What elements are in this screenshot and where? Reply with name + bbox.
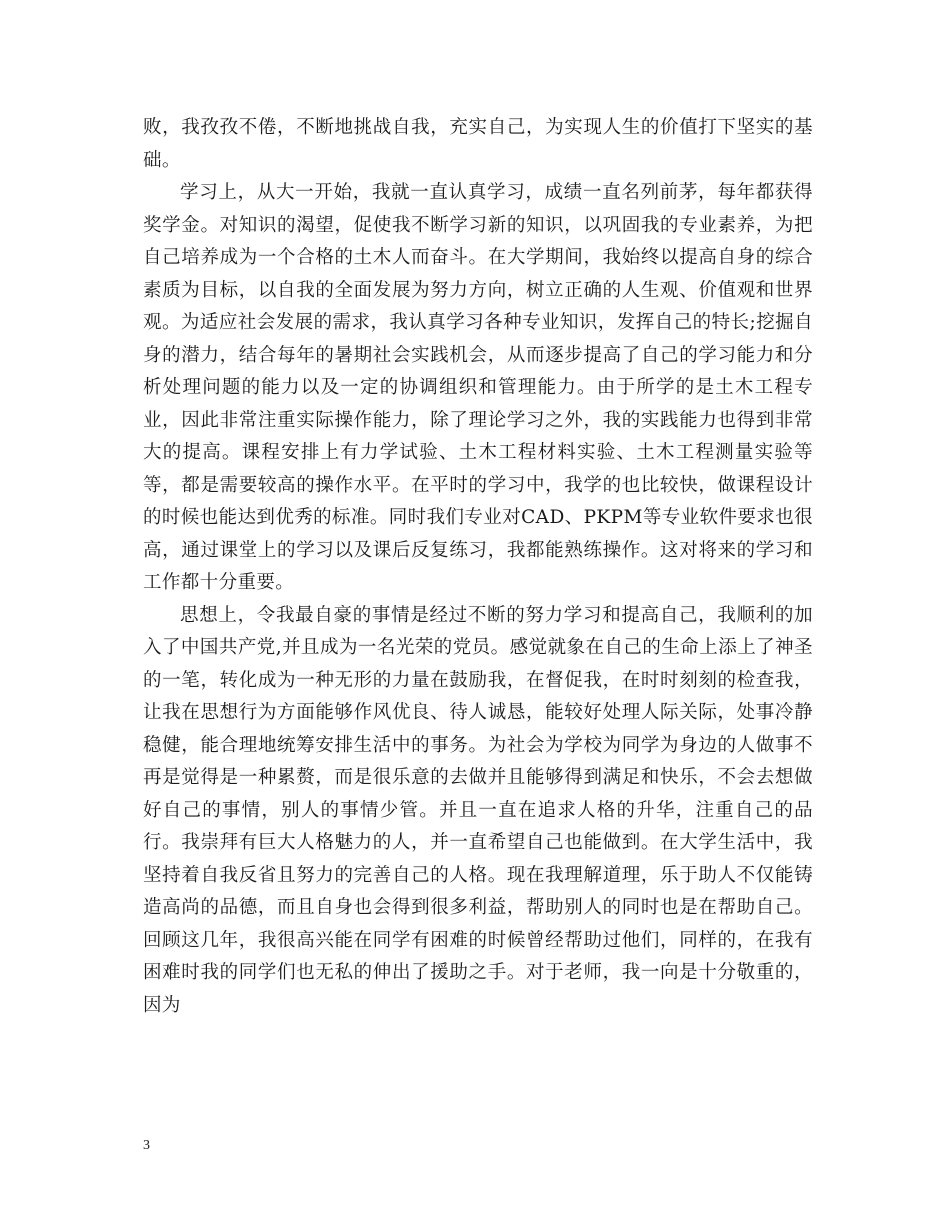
paragraph-ideology: 思想上，令我最自豪的事情是经过不断的努力学习和提高自己，我顺利的加入了中国共产党,并且成为一名光荣的党员。感觉就象在自己的生命上添上了神圣的一笔，转化成为一种无形的力量在鼓励我，在督促我，在时时刻刻的检查我，让我在思想行为方面能够作风优良、待人诚恳，能较好处理人际关际，处事冷静稳健，能合理地统筹安排生活中的事务。为社会为学校为同学为身边的人做事不再是觉得是一种累赘，而是很乐意的去做并且能够得到满足和快乐，不会去想做好自己的事情，别人的事情少管。并且一直在追求人格的升华，注重自己的品行。我崇拜有巨大人格魅力的人，并一直希望自己也能做到。在大学生活中，我坚持着自我反省且努力的完善自己的人格。现在我理解道理，乐于助人不仅能铸造高尚的品德，而且自身也会得到很多利益，帮助别人的同时也是在帮助自己。回顾这几年，我很高兴能在同学有困难的时候曾经帮助过他们，同样的，在我有困难时我的同学们也无私的伸出了援助之手。对于老师，我一向是十分敬重的，因为 (143, 604, 813, 1016)
paragraph-continuation: 败，我孜孜不倦，不断地挑战自我，充实自己，为实现人生的价值打下坚实的基础。 (143, 117, 813, 171)
document-body (143, 112, 813, 1022)
page-number: 3 (143, 1138, 150, 1153)
paragraph-study: 学习上，从大一开始，我就一直认真学习，成绩一直名列前茅，每年都获得奖学金。对知识的渴望，促使我不断学习新的知识，以巩固我的专业素养，为把自己培养成为一个合格的土木人而奋斗。在大学期间，我始终以提高自身的综合素质为目标，以自我的全面发展为努力方向，树立正确的人生观、价值观和世界观。为适应社会发展的需求，我认真学习各种专业知识，发挥自己的特长;挖掘自身的潜力，结合每年的暑期社会实践机会，从而逐步提高了自己的学习能力和分析处理问题的能力以及一定的协调组织和管理能力。由于所学的是土木工程专业，因此非常注重实际操作能力，除了理论学习之外，我的实践能力也得到非常大的提高。课程安排上有力学试验、土木工程材料实验、土木工程测量实验等等，都是需要较高的操作水平。在平时的学习中，我学的也比较快，做课程设计的时候也能达到优秀的标准。同时我们专业对CAD、PKPM等专业软件要求也很高，通过课堂上的学习以及课后反复练习，我都能熟练操作。这对将来的学习和工作都十分重要。 (143, 182, 813, 593)
